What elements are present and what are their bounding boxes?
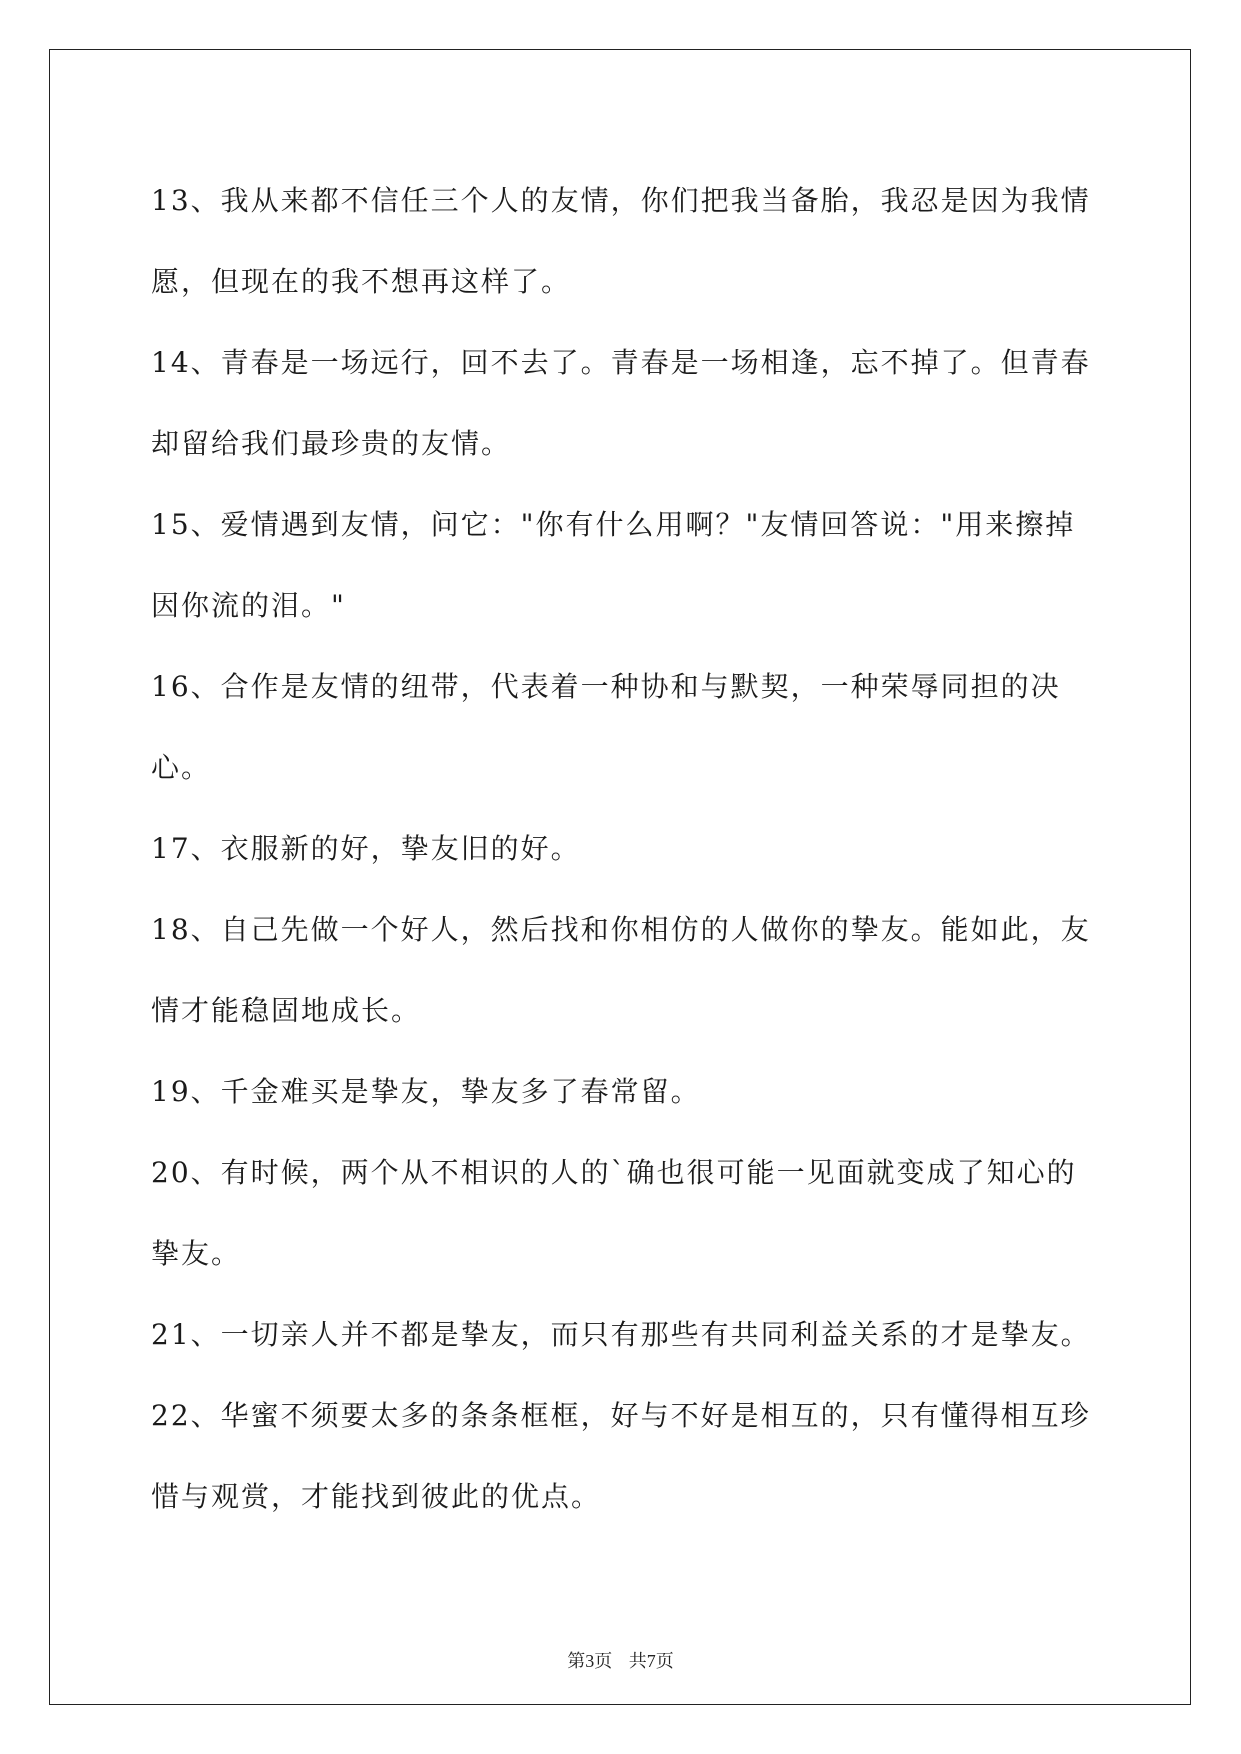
paragraph-18: 18、自己先做一个好人，然后找和你相仿的人做你的挚友。能如此，友情才能稳固地成长。: [151, 913, 1091, 1027]
document-body: [151, 160, 1101, 1537]
paragraph-16: 16、合作是友情的纽带，代表着一种协和与默契，一种荣辱同担的决心。: [151, 670, 1061, 784]
paragraph-14: 14、青春是一场远行，回不去了。青春是一场相逢，忘不掉了。但青春却留给我们最珍贵的友情。: [151, 346, 1091, 460]
page-footer: [0, 1647, 1241, 1673]
paragraph-22: 22、华蜜不须要太多的条条框框，好与不好是相互的，只有懂得相互珍惜与观赏，才能找到彼此的优点。: [151, 1399, 1091, 1513]
paragraph-19: 19、千金难买是挚友，挚友多了春常留。: [151, 1075, 701, 1108]
paragraph-20: 20、有时候，两个从不相识的人的`确也很可能一见面就变成了知心的挚友。: [151, 1156, 1077, 1270]
page-total: 共7页: [628, 1651, 674, 1671]
page-number: 第3页: [567, 1651, 613, 1671]
paragraph-15: 15、爱情遇到友情，问它："你有什么用啊？"友情回答说："用来擦掉因你流的泪。": [151, 508, 1076, 622]
paragraph-13: 13、我从来都不信任三个人的友情，你们把我当备胎，我忍是因为我情愿，但现在的我不想再这样了。: [151, 184, 1091, 298]
paragraph-21: 21、一切亲人并不都是挚友，而只有那些有共同利益关系的才是挚友。: [151, 1318, 1091, 1351]
paragraph-17: 17、衣服新的好，挚友旧的好。: [151, 832, 581, 865]
